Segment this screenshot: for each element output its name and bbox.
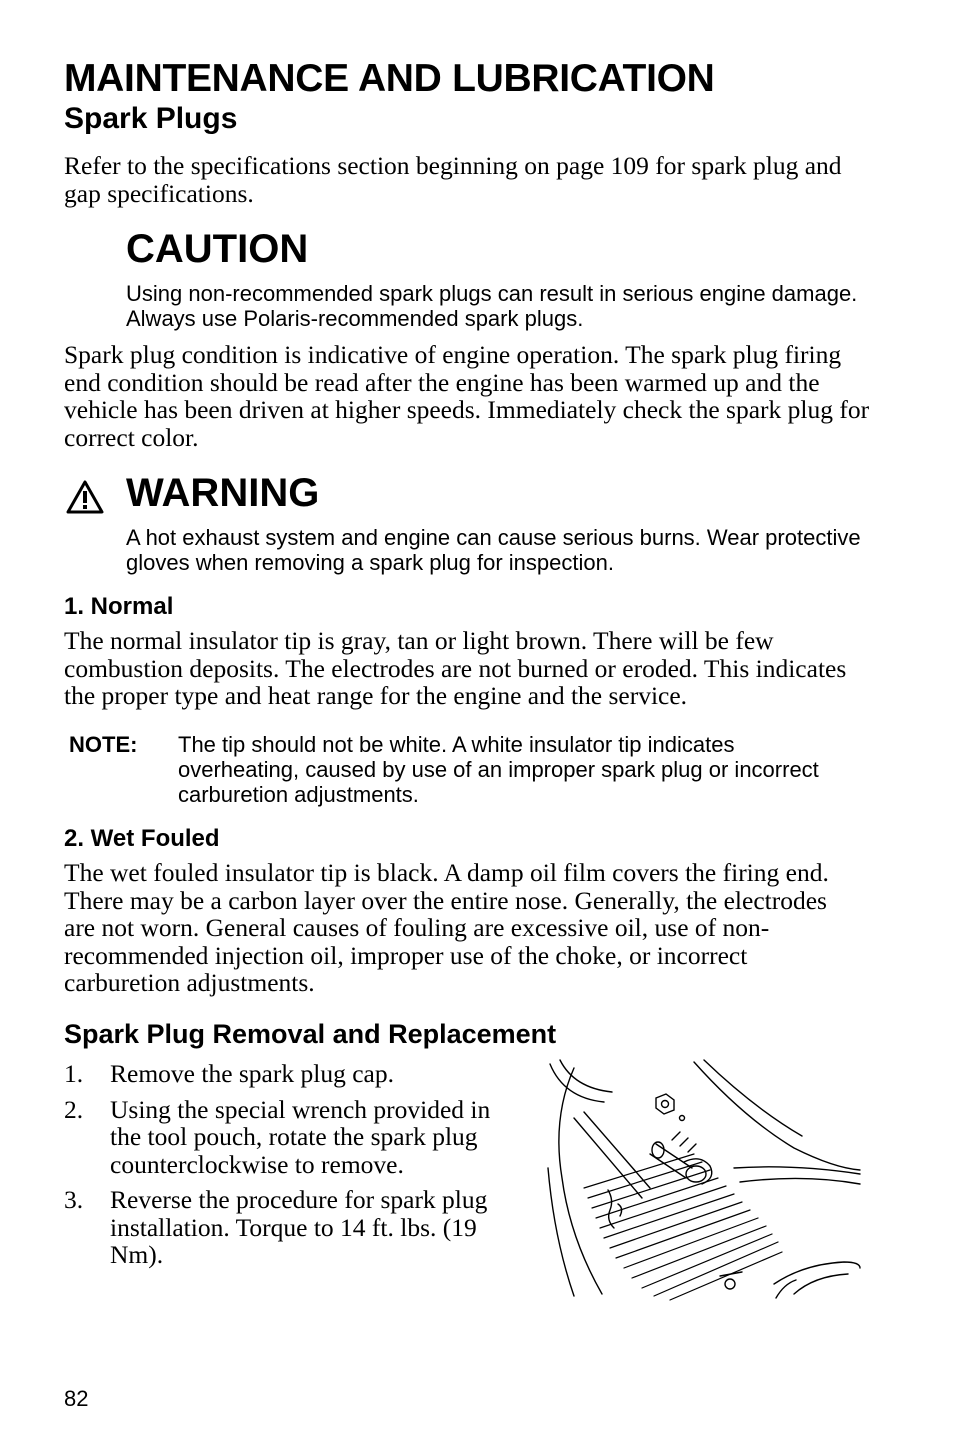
intro-paragraph: Refer to the specifications section beginning on page 109 for spark plug and gap specifications.: [64, 151, 842, 208]
normal-paragraph: The normal insulator tip is gray, tan or light brown. There will be few combustion deposits. The electrodes are not burned or eroded. This indicates the proper type and heat range for the engine and the service.: [64, 626, 847, 710]
removal-heading: Spark Plug Removal and Replacement: [64, 1019, 557, 1049]
normal-heading: 1. Normal: [64, 593, 174, 620]
condition-paragraph: Spark plug condition is indicative of engine operation. The spark plug firing end condition should be read after the engine has been warmed up and the vehicle has been driven at higher speeds. Immediately check the spark plug for correct color.: [64, 340, 870, 452]
list-item: [64, 1096, 504, 1179]
step-number: 2.: [64, 1094, 84, 1124]
step-number: 1.: [64, 1059, 84, 1088]
caution-heading: CAUTION: [126, 227, 309, 271]
step-text: Remove the spark plug cap.: [110, 1059, 394, 1088]
removal-steps-list: [64, 1060, 504, 1277]
step-number: 3.: [64, 1185, 84, 1214]
step-text: Using the special wrench provided in the tool pouch, rotate the spark plug counterclockwise to remove.: [110, 1094, 491, 1179]
note-text: The tip should not be white. A white insulator tip indicates overheating, caused by use of an improper spark plug or incorrect carburetion adjustments.: [178, 732, 819, 807]
warning-text: A hot exhaust system and engine can cause serious burns. Wear protective gloves when removing a spark plug for inspection.: [126, 525, 861, 575]
caution-text: Using non-recommended spark plugs can result in serious engine damage. Always use Polaris-recommended spark plugs.: [126, 281, 858, 331]
section-title: Spark Plugs: [64, 102, 238, 135]
spark-plug-engine-illustration: [544, 1058, 862, 1302]
wet-fouled-heading: 2. Wet Fouled: [64, 825, 220, 852]
chapter-title: MAINTENANCE AND LUBRICATION: [64, 57, 715, 100]
list-item: [64, 1060, 504, 1088]
wet-fouled-paragraph: The wet fouled insulator tip is black. A damp oil film covers the firing end. There may be a carbon layer over the entire nose. Generally, the electrodes are not worn. General causes of fouling are excessive oil, use of non-recommended injection oil, improper use of the choke, or incorrect carburetion adjustments.: [64, 858, 829, 997]
page-number: 82: [64, 1386, 89, 1411]
note-label: NOTE:: [69, 732, 138, 757]
list-item: [64, 1186, 504, 1269]
step-text: Reverse the procedure for spark plug installation. Torque to 14 ft. lbs. (19 Nm).: [110, 1185, 488, 1269]
warning-heading: WARNING: [126, 471, 320, 515]
warning-triangle-icon: [66, 480, 104, 514]
